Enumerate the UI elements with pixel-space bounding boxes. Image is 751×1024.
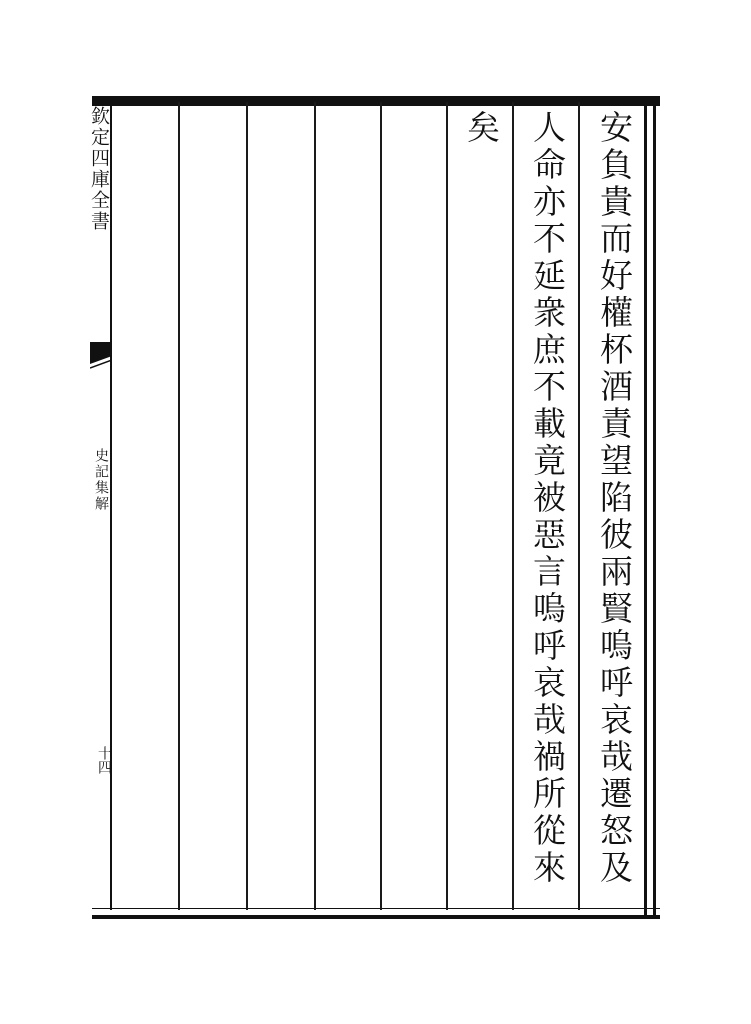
margin-strip [88,106,112,910]
column-rule [246,102,248,910]
fish-tail-mark [90,342,112,372]
text-column-3: 矣 [462,110,501,147]
text-column-1: 安負貴而好權杯酒責望陷彼兩賢嗚呼哀哉遷怒及 [595,110,634,887]
column-rule [380,102,382,910]
column-rule [314,102,316,910]
margin-title: 欽定四庫全書 [88,106,110,232]
column-rule [446,102,448,910]
column-rule [178,102,180,910]
margin-subtitle: 史記集解 [93,448,109,512]
page-number: 十四 [96,746,112,774]
text-column-2: 人命亦不延衆庶不載竟被惡言嗚呼哀哉禍所從來 [528,110,567,887]
book-page [88,96,660,926]
